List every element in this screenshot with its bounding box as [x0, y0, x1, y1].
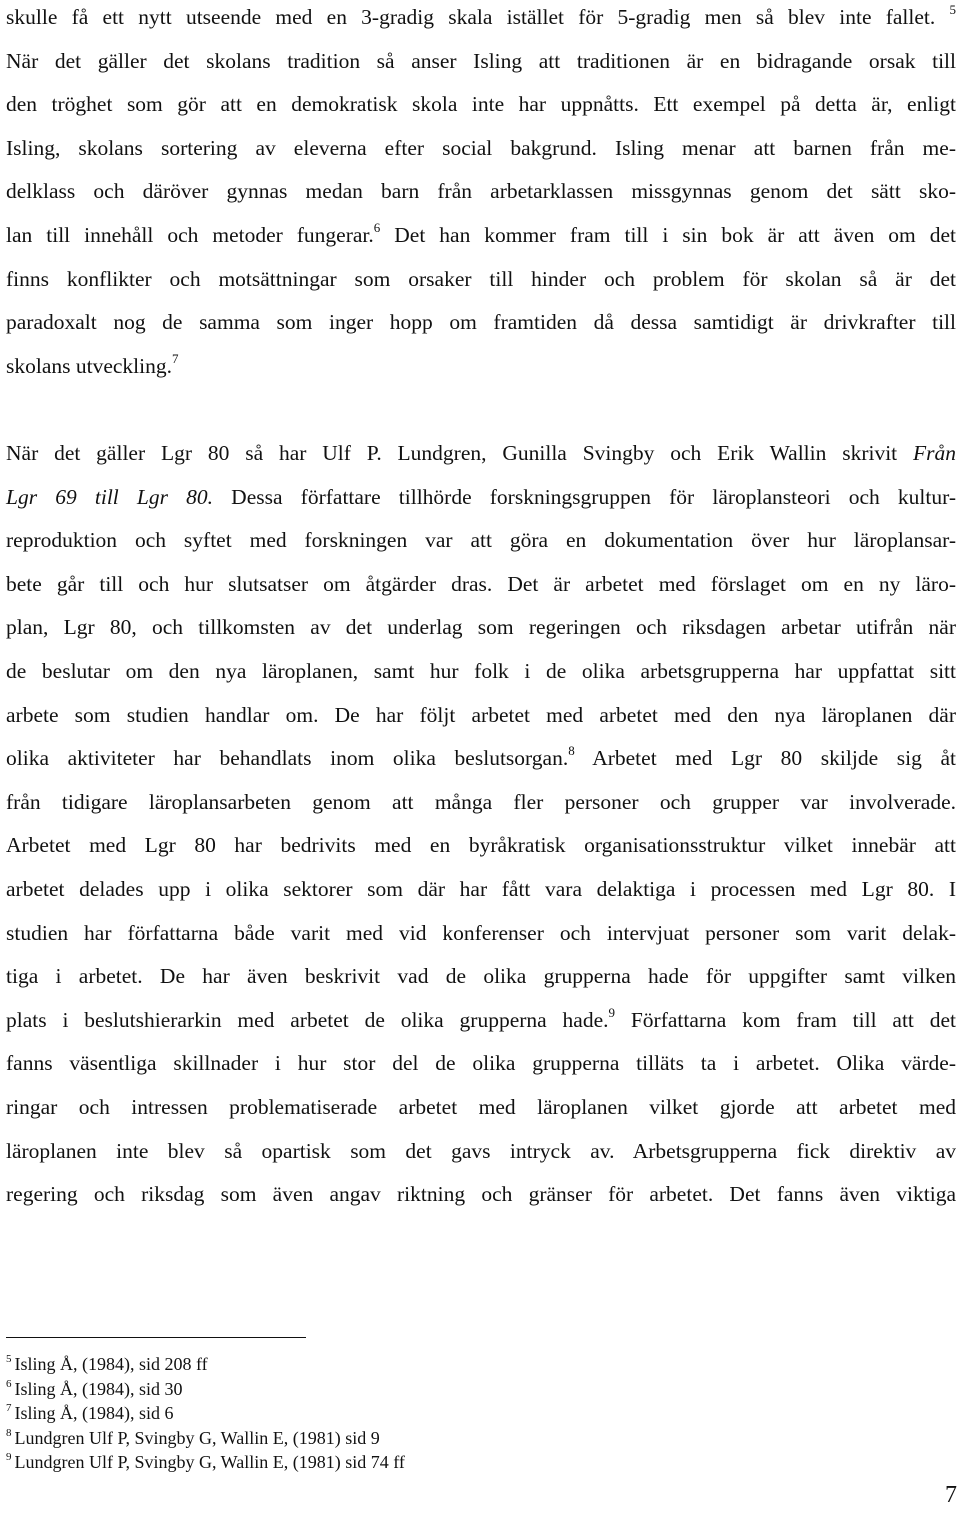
text-line: ringar och intressen problematiserade arbetet med läroplanen vilket gjorde att arbetet med	[6, 1094, 956, 1119]
footnote-ref[interactable]: 7	[172, 350, 179, 366]
text-line: skolans utveckling.$^7$	[6, 350, 179, 378]
footnote-number: 9	[6, 1451, 12, 1464]
footnote	[6, 1450, 405, 1475]
text-line: läroplanen inte blev så opartisk som det gavs intryck av. Arbetsgrupperna fick direktiv av	[6, 1138, 956, 1163]
footnote-text: Isling Å, (1984), sid 30	[14, 1378, 183, 1399]
footnote	[6, 1352, 405, 1377]
text-line: fanns väsentliga skillnader i hur stor del de olika grupperna tilläts ta i arbetet. Olika värde-	[6, 1051, 956, 1076]
footnote-divider	[6, 1337, 306, 1338]
footnote-number: 6	[6, 1377, 12, 1390]
text-line: lan till innehåll och metoder fungerar.$^6$ Det han kommer fram till i sin bok är att även om det	[6, 219, 957, 247]
text-line: paradoxalt nog de samma som inger hopp om framtiden då dessa samtidigt är drivkrafter till	[6, 310, 956, 335]
text-line: reproduktion och syftet med forskningen var att göra en dokumentation över hur läroplansar-	[6, 528, 956, 553]
footnote	[6, 1426, 405, 1451]
text-line: de beslutar om den nya läroplanen, samt hur folk i de olika arbetsgrupperna har uppfattat sitt	[6, 658, 956, 683]
text-line: delklass och däröver gynnas medan barn från arbetarklassen missgynnas genom det sätt sko-	[6, 179, 956, 204]
footnote-text: Isling Å, (1984), sid 6	[14, 1403, 174, 1424]
footnote	[6, 1377, 405, 1402]
text-line: den tröghet som gör att en demokratisk skola inte har uppnåtts. Ett exempel på detta är, enligt	[6, 92, 956, 117]
text-line: Isling, skolans sortering av eleverna efter social bakgrund. Isling menar att barnen från me-	[6, 135, 956, 160]
footnote-number: 5	[6, 1353, 12, 1365]
text-line: studien har författarna både varit med vid konferenser och intervjuat personer som varit delak-	[6, 920, 956, 945]
text-line: Lgr 69 till Lgr 80. Dessa författare tillhörde forskningsgruppen för läroplansteori och kultur-	[6, 484, 957, 509]
paragraph-tradition	[6, 0, 956, 388]
footnote-text: Isling Å, (1984), sid 208 ff	[14, 1354, 208, 1374]
page-number: 7	[945, 1482, 957, 1508]
footnote-ref[interactable]: 8	[568, 743, 575, 758]
footnote-number: 7	[6, 1402, 12, 1415]
text-line: olika aktiviteter har behandlats inom olika beslutsorgan.$^8$ Arbetet med Lgr 80 skiljde sig åt	[6, 743, 957, 771]
text-line: från tidigare läroplansarbeten genom att många fler personer och grupper var involverade.	[6, 789, 956, 814]
text-line: Arbetet med Lgr 80 har bedrivits med en byråkratisk organisationsstruktur vilket innebär att	[6, 833, 956, 858]
footnote-ref[interactable]: 6	[373, 219, 381, 235]
text-line: regering och riksdag som även angav riktning och gränser för arbetet. Det fanns även viktiga	[6, 1182, 956, 1207]
footnote-ref[interactable]: 9	[608, 1004, 615, 1020]
text-line: tiga i arbetet. De har även beskrivit vad de olika grupperna hade för uppgifter samt vilken	[6, 964, 956, 989]
footnote-number: 8	[6, 1426, 12, 1439]
text-line: När det gäller det skolans tradition så anser Isling att traditionen är en bidragande orsak till	[6, 48, 956, 73]
text-line: bete går till och hur slutsatser om åtgärder dras. Det är arbetet med förslaget om en ny läro-	[6, 571, 956, 596]
footnote-ref[interactable]: 5	[949, 1, 957, 17]
text-line: plan, Lgr 80, och tillkomsten av det underlag som regeringen och riksdagen arbetar utifrån när	[6, 615, 956, 640]
text-line: När det gäller Lgr 80 så har Ulf P. Lundgren, Gunilla Svingby och Erik Wallin skrivit Från	[6, 441, 957, 465]
text-line: plats i beslutshierarkin med arbetet de olika grupperna hade.$^9$ Författarna kom fram till att det	[6, 1004, 956, 1032]
text-line: finns konflikter och motsättningar som orsaker till hinder och problem för skolan så är det	[6, 266, 956, 291]
book-title: Lgr 69 till Lgr 80.	[6, 484, 214, 509]
text-line: arbete som studien handlar om. De har följt arbetet med arbetet med den nya läroplanen där	[6, 702, 956, 727]
footnote-text: Lundgren Ulf P, Svingby G, Wallin E, (1981) sid 74 ff	[14, 1452, 405, 1473]
footnotes	[6, 1352, 405, 1475]
text-line: skulle få ett nytt utseende med en 3-gradig skala istället för 5-gradig men så blev inte fallet. $^5$	[6, 1, 957, 29]
footnote	[6, 1401, 405, 1426]
paragraph-lgr80	[6, 432, 956, 1217]
text-line: arbetet delades upp i olika sektorer som där har fått vara delaktiga i processen med Lgr 80. I	[6, 876, 956, 901]
footnote-text: Lundgren Ulf P, Svingby G, Wallin E, (1981) sid 9	[14, 1427, 380, 1448]
book-title: Från	[913, 441, 957, 465]
